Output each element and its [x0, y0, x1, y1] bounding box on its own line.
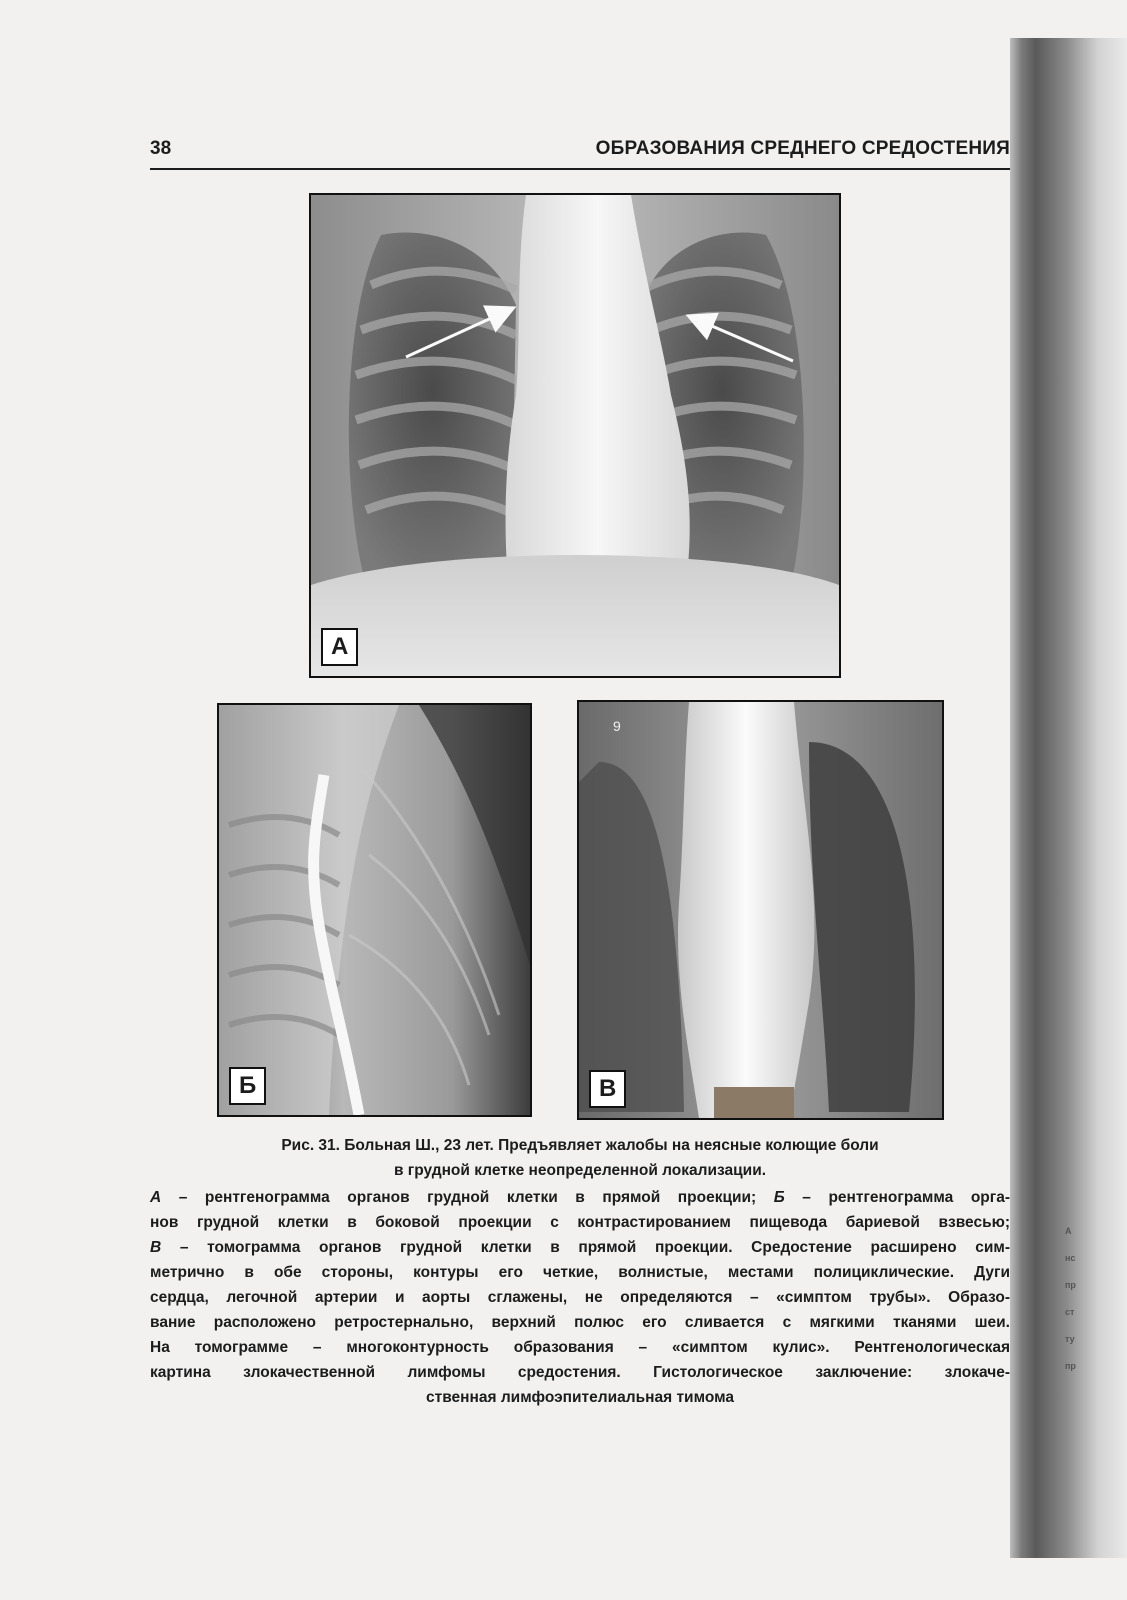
caption-line: нов грудной клетки в боковой проекции с контрастированием пищевода бариевой взвесью; [150, 1214, 1010, 1231]
caption-line: сердца, легочной артерии и аорты сглажены, не определяются – «симптом трубы». Образо- [150, 1289, 1010, 1306]
caption-body [150, 1185, 1010, 1410]
caption-line: вание расположено ретростернально, верхний полюс его сливается с мягкими тканями шеи. [150, 1314, 1010, 1331]
page-number: 38 [150, 138, 172, 159]
tomogram-image [577, 700, 944, 1120]
tomogram-drawing [579, 702, 942, 1118]
panel-label-b: Б [229, 1067, 266, 1105]
caption-line-last: ственная лимфоэпителиальная тимома [425, 1389, 734, 1406]
panel-label-a: А [321, 628, 358, 666]
caption-line: На томограмме – многоконтурность образования – «симптом кулис». Рентгенологическая [150, 1339, 1010, 1356]
page-header [150, 132, 1010, 170]
film-marker: 9 [613, 718, 621, 734]
xray-frontal-image [309, 193, 841, 678]
xray-lateral-drawing [219, 705, 530, 1115]
caption-line: В – томограмма органов грудной клетки в прямой проекции. Средостение расширено сим- [150, 1239, 1010, 1256]
next-page-bleed: А нс пр ст ту пр [1065, 1226, 1076, 1371]
running-title: ОБРАЗОВАНИЯ СРЕДНЕГО СРЕДОСТЕНИЯ [595, 138, 1010, 159]
panel-label-c: В [589, 1070, 626, 1108]
caption-title-line-2: в грудной клетке неопределенной локализации. [393, 1162, 767, 1179]
xray-frontal-drawing [311, 195, 839, 676]
caption-line: А – рентгенограмма органов грудной клетки в прямой проекции; Б – рентгенограмма орга- [150, 1189, 1010, 1206]
caption-line: картина злокачественной лимфомы средостения. Гистологическое заключение: злокаче- [150, 1364, 1010, 1381]
caption-title-line-1: Рис. 31. Больная Ш., 23 лет. Предъявляет жалобы на неясные колющие боли [281, 1137, 879, 1154]
caption-title [200, 1133, 960, 1183]
figure-caption [150, 1133, 1010, 1410]
xray-lateral-image [217, 703, 532, 1117]
caption-line: метрично в обе стороны, контуры его четкие, волнистые, местами полициклические. Дуги [150, 1264, 1010, 1281]
